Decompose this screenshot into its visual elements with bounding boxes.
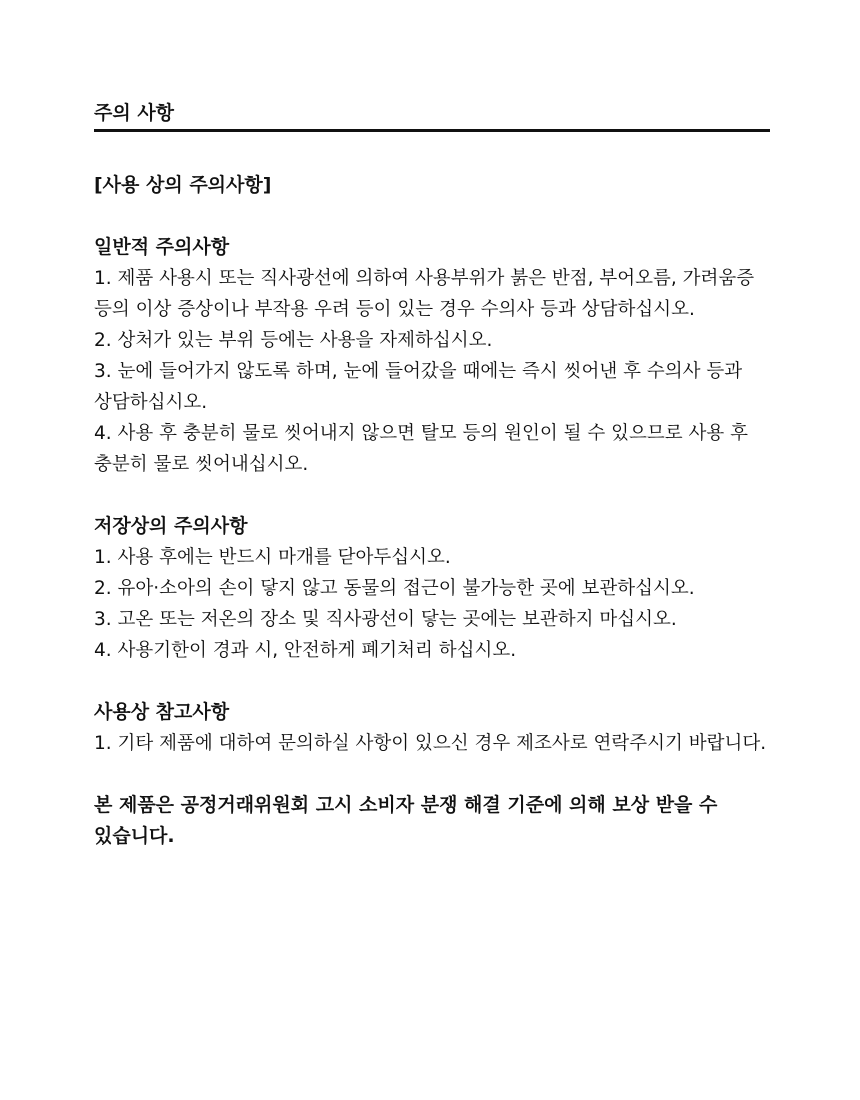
page-title: 주의 사항 <box>94 102 175 124</box>
list-item: 4. 사용기한이 경과 시, 안전하게 폐기처리 하십시오. <box>94 640 517 661</box>
section-heading: 사용상 참고사항 <box>94 701 230 723</box>
list-item: 1. 제품 사용시 또는 직사광선에 의하여 사용부위가 붉은 반점, 부어오름, 가려움증 등의 이상 증상이나 부작용 우려 등이 있는 경우 수의사 등과 상담하십시오. <box>94 268 755 320</box>
section-usage-notes <box>94 697 770 759</box>
section-general-precautions <box>94 232 770 480</box>
title-divider <box>94 129 770 132</box>
list-item: 1. 사용 후에는 반드시 마개를 닫아두십시오. <box>94 547 451 568</box>
compensation-notice: 본 제품은 공정거래위원회 고시 소비자 분쟁 해결 기준에 의해 보상 받을 수 있습니다. <box>94 794 718 847</box>
list-item: 1. 기타 제품에 대하여 문의하실 사항이 있으신 경우 제조사로 연락주시기 바랍니다. <box>94 733 767 754</box>
document-content <box>94 98 770 852</box>
section-heading: 저장상의 주의사항 <box>94 515 248 537</box>
section-heading: 일반적 주의사항 <box>94 236 230 258</box>
list-item: 2. 유아·소아의 손이 닿지 않고 동물의 접근이 불가능한 곳에 보관하십시오. <box>94 578 695 599</box>
list-item: 2. 상처가 있는 부위 등에는 사용을 자제하십시오. <box>94 330 493 351</box>
list-item: 3. 눈에 들어가지 않도록 하며, 눈에 들어갔을 때에는 즉시 씻어낸 후 수의사 등과 상담하십시오. <box>94 361 743 413</box>
usage-precautions-title: [사용 상의 주의사항] <box>94 174 272 196</box>
list-item: 3. 고온 또는 저온의 장소 및 직사광선이 닿는 곳에는 보관하지 마십시오. <box>94 609 677 630</box>
section-storage-precautions <box>94 511 770 666</box>
list-item: 4. 사용 후 충분히 물로 씻어내지 않으면 탈모 등의 원인이 될 수 있으므로 사용 후 충분히 물로 씻어내십시오. <box>94 423 748 475</box>
